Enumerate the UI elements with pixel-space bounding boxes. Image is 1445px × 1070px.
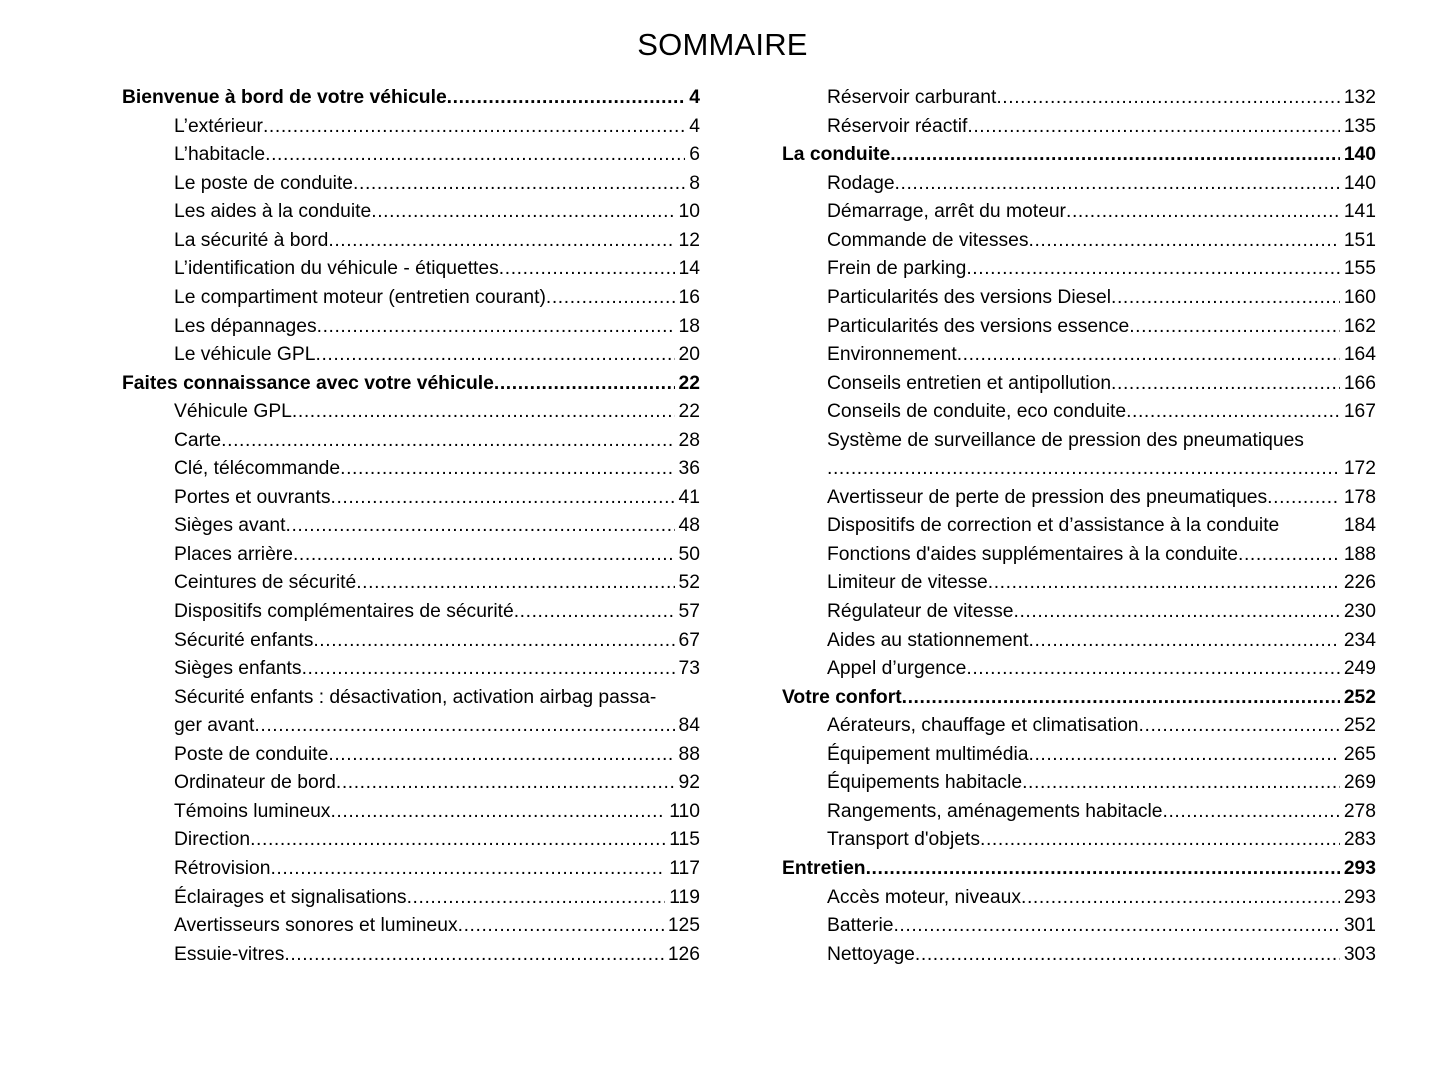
toc-entry-label: Les aides à la conduite: [174, 201, 372, 223]
toc-entry-page: 88: [678, 743, 700, 765]
toc-entry-page: 160: [1343, 287, 1376, 309]
toc-leader-dots: [1029, 627, 1340, 656]
toc-entry-label: Conseils de conduite, eco conduite: [827, 401, 1127, 423]
toc-entry-item[interactable]: [827, 113, 1376, 142]
toc-entry-item[interactable]: [827, 370, 1376, 399]
toc-entry-label: Démarrage, arrêt du moteur: [827, 201, 1066, 223]
toc-leader-dots: [265, 141, 685, 170]
toc-entry-label: Le véhicule GPL: [174, 344, 316, 366]
toc-entry-section[interactable]: [782, 855, 1376, 884]
toc-entry-label: Batterie: [827, 915, 894, 937]
toc-entry-label: Rangements, aménagements habitacle: [827, 800, 1163, 822]
toc-leader-dots: [966, 655, 1339, 684]
toc-leader-dots: [866, 855, 1340, 884]
toc-leader-dots: [980, 826, 1340, 855]
toc-leader-dots: [494, 370, 675, 399]
toc-entry-page: 188: [1343, 543, 1376, 565]
toc-leader-dots: [893, 912, 1339, 941]
toc-entry-item[interactable]: [174, 569, 700, 598]
toc-entry-page: 41: [678, 486, 700, 508]
toc-entry-label: Avertisseurs sonores et lumineux: [174, 915, 458, 937]
toc-entry-page: 10: [678, 201, 700, 223]
toc-entry-page: 14: [678, 258, 700, 280]
toc-entry-page: 178: [1343, 486, 1376, 508]
toc-entry-label: Transport d'objets: [827, 829, 981, 851]
toc-entry-item[interactable]: [174, 655, 700, 684]
toc-entry-page: 48: [678, 515, 700, 537]
toc-entry-page: 249: [1343, 658, 1376, 680]
toc-entry-page: 125: [667, 915, 700, 937]
toc-entry-item[interactable]: [174, 427, 700, 456]
toc-leader-dots: [988, 569, 1340, 598]
toc-entry-label: Sécurité enfants: [174, 629, 314, 651]
toc-entry-page: 283: [1343, 829, 1376, 851]
toc-entry-label: Témoins lumineux: [174, 800, 331, 822]
toc-entry-page: 164: [1343, 344, 1376, 366]
toc-leader-dots: [1126, 398, 1340, 427]
toc-leader-dots: [270, 855, 665, 884]
toc-entry-label: Réservoir carburant: [827, 87, 997, 109]
toc-entry-item[interactable]: [827, 170, 1376, 199]
toc-leader-dots: [340, 455, 674, 484]
toc-leader-dots: [902, 684, 1340, 713]
toc-entry-label: Véhicule GPL: [174, 401, 292, 423]
toc-leader-dots: [284, 941, 663, 970]
toc-entry-item[interactable]: [174, 398, 700, 427]
toc-leader-dots: [371, 198, 674, 227]
toc-leader-dots: [336, 769, 675, 798]
toc-columns: [0, 63, 1445, 969]
toc-entry-page: 28: [678, 429, 700, 451]
toc-leader-dots: [1267, 484, 1340, 513]
toc-entry-item[interactable]: [174, 627, 700, 656]
toc-leader-dots: [317, 313, 675, 342]
toc-column-right: [722, 84, 1445, 969]
toc-leader-dots: [315, 341, 674, 370]
toc-entry-item[interactable]: [174, 141, 700, 170]
toc-entry-item[interactable]: [174, 341, 700, 370]
toc-entry-page: 226: [1343, 572, 1376, 594]
toc-entry-label: Direction: [174, 829, 251, 851]
toc-entry-item[interactable]: [174, 741, 700, 770]
toc-leader-dots: [328, 227, 674, 256]
toc-entry-label: Ceintures de sécurité: [174, 572, 357, 594]
toc-leader-dots: [1014, 598, 1340, 627]
toc-leader-dots: [1066, 198, 1340, 227]
toc-entry-page: 303: [1343, 943, 1376, 965]
toc-entry-page: 22: [678, 372, 700, 394]
toc-entry-label: Régulateur de vitesse: [827, 601, 1014, 623]
toc-entry-label: Accès moteur, niveaux: [827, 886, 1021, 908]
toc-leader-dots: [356, 569, 674, 598]
toc-entry-page: 20: [678, 344, 700, 366]
toc-entry-section[interactable]: [782, 684, 1376, 713]
toc-leader-dots: [1111, 284, 1340, 313]
toc-entry-page: 126: [667, 943, 700, 965]
toc-entry-label: Aides au stationnement: [827, 629, 1029, 651]
toc-entry-item[interactable]: [174, 227, 700, 256]
toc-leader-dots: [996, 84, 1340, 113]
toc-entry-item[interactable]: [827, 227, 1376, 256]
toc-leader-dots: [546, 284, 675, 313]
toc-leader-dots: [1238, 541, 1340, 570]
toc-leader-dots: [407, 884, 666, 913]
toc-entry-page: 230: [1343, 601, 1376, 623]
toc-leader-dots: [313, 627, 674, 656]
toc-entry-label: Environnement: [827, 344, 957, 366]
toc-entry-page: 8: [689, 172, 700, 194]
toc-entry-page: 234: [1343, 629, 1376, 651]
toc-entry-item[interactable]: [174, 684, 700, 741]
toc-entry-page: 265: [1343, 743, 1376, 765]
toc-entry-page: 155: [1343, 258, 1376, 280]
toc-entry-page: 52: [678, 572, 700, 594]
toc-entry-label: Sécurité enfants : désactivation, activation airbag passa-: [174, 686, 657, 708]
toc-entry-label: L’identification du véhicule - étiquettes: [174, 258, 499, 280]
toc-leader-dots: [514, 598, 675, 627]
toc-leader-dots: [1028, 227, 1339, 256]
toc-entry-page: 172: [1343, 458, 1376, 480]
toc-leader-dots: [1162, 798, 1339, 827]
toc-entry-page: 166: [1343, 372, 1376, 394]
toc-leader-dots: [966, 255, 1340, 284]
toc-entry-label: Dispositifs complémentaires de sécurité: [174, 601, 514, 623]
toc-leader-dots: [458, 912, 664, 941]
toc-entry-item[interactable]: [174, 798, 700, 827]
toc-entry-label: Les dépannages: [174, 315, 317, 337]
toc-entry-label: Essuie-vitres: [174, 943, 285, 965]
toc-entry-label: Clé, télécommande: [174, 458, 341, 480]
toc-entry-label: Le compartiment moteur (entretien courant): [174, 287, 546, 309]
toc-leader-dots: [330, 484, 674, 513]
toc-entry-item[interactable]: [827, 798, 1376, 827]
toc-leader-dots: [890, 141, 1340, 170]
toc-entry-page: 269: [1343, 772, 1376, 794]
toc-entry-label: Équipement multimédia: [827, 743, 1029, 765]
toc-entry-item[interactable]: [827, 484, 1376, 513]
toc-leader-dots: [1022, 769, 1340, 798]
toc-leader-dots: [1028, 741, 1339, 770]
toc-entry-page: 140: [1343, 172, 1376, 194]
toc-entry-page: 12: [678, 229, 700, 251]
toc-entry-page: 293: [1343, 886, 1376, 908]
toc-entry-item[interactable]: [174, 826, 700, 855]
toc-entry-item[interactable]: [827, 255, 1376, 284]
toc-entry-label: Sièges enfants: [174, 658, 302, 680]
toc-entry-item[interactable]: [827, 769, 1376, 798]
toc-leader-dots: [250, 826, 665, 855]
toc-entry-item[interactable]: [827, 598, 1376, 627]
toc-entry-page: 162: [1343, 315, 1376, 337]
toc-entry-label: Faites connaissance avec votre véhicule: [122, 372, 494, 394]
toc-entry-page: 50: [678, 543, 700, 565]
toc-entry-label: Poste de conduite: [174, 743, 329, 765]
toc-leader-dots: [895, 170, 1340, 199]
toc-entry-item[interactable]: [174, 484, 700, 513]
toc-entry-label: Places arrière: [174, 543, 293, 565]
toc-entry-item[interactable]: [827, 198, 1376, 227]
toc-entry-item[interactable]: [174, 113, 700, 142]
toc-entry-item[interactable]: [827, 398, 1376, 427]
toc-entry-label: Le poste de conduite: [174, 172, 354, 194]
toc-entry-item[interactable]: [174, 284, 700, 313]
toc-entry-item[interactable]: [174, 455, 700, 484]
toc-entry-item[interactable]: [827, 427, 1376, 484]
toc-entry-item[interactable]: [174, 598, 700, 627]
toc-entry-section[interactable]: [122, 370, 700, 399]
toc-entry-item[interactable]: [174, 912, 700, 941]
toc-entry-page: 151: [1343, 229, 1376, 251]
toc-entry-item[interactable]: [174, 198, 700, 227]
toc-entry-section[interactable]: [782, 141, 1376, 170]
toc-leader-dots: [328, 741, 674, 770]
toc-entry-item[interactable]: [174, 512, 700, 541]
toc-entry-page: 167: [1343, 401, 1376, 423]
toc-entry-label: La conduite: [782, 144, 891, 166]
toc-entry-label: Conseils entretien et antipollution: [827, 372, 1112, 394]
toc-entry-page: 141: [1343, 201, 1376, 223]
toc-entry-label: Sièges avant: [174, 515, 286, 537]
toc-entry-label: Votre confort: [782, 686, 902, 708]
toc-entry-section[interactable]: [122, 84, 700, 113]
toc-entry-label: La sécurité à bord: [174, 229, 329, 251]
toc-entry-page: 301: [1343, 915, 1376, 937]
toc-entry-page: 132: [1343, 87, 1376, 109]
toc-entry-label: Fonctions d'aides supplémentaires à la conduite: [827, 543, 1238, 565]
toc-entry-item[interactable]: [174, 769, 700, 798]
toc-entry-item[interactable]: [174, 884, 700, 913]
toc-entry-label: Rétrovision: [174, 857, 271, 879]
toc-entry-label: Nettoyage: [827, 943, 915, 965]
toc-entry-page: 278: [1343, 800, 1376, 822]
toc-entry-page: 252: [1343, 715, 1376, 737]
toc-entry-item[interactable]: [827, 569, 1376, 598]
toc-entry-item[interactable]: [174, 313, 700, 342]
toc-entry-page: 252: [1343, 686, 1376, 708]
toc-entry-label: Réservoir réactif: [827, 115, 968, 137]
toc-entry-page: 67: [678, 629, 700, 651]
toc-leader-dots: [292, 398, 675, 427]
toc-entry-item[interactable]: [827, 741, 1376, 770]
toc-entry-item[interactable]: [174, 541, 700, 570]
toc-entry-item[interactable]: [827, 313, 1376, 342]
toc-leader-dots: [957, 341, 1340, 370]
toc-leader-dots: [221, 427, 674, 456]
toc-entry-item[interactable]: [174, 855, 700, 884]
toc-entry-page: 119: [669, 886, 700, 908]
toc-entry-label: Avertisseur de perte de pression des pneumatiques: [827, 486, 1268, 508]
toc-entry-label: Éclairages et signalisations: [174, 886, 407, 908]
toc-entry-page: 293: [1343, 857, 1376, 879]
toc-leader-dots: [302, 655, 675, 684]
toc-entry-label: Limiteur de vitesse: [827, 572, 988, 594]
toc-entry-label: Entretien: [782, 857, 866, 879]
toc-entry-label-cont: ger avant: [174, 715, 255, 737]
toc-entry-label: Frein de parking: [827, 258, 967, 280]
toc-entry-page: 184: [1343, 515, 1376, 537]
toc-entry-page: 110: [669, 800, 700, 822]
toc-entry-item[interactable]: [174, 170, 700, 199]
toc-entry-item[interactable]: [827, 912, 1376, 941]
toc-entry-item[interactable]: [174, 941, 700, 970]
page-title: SOMMAIRE: [637, 27, 808, 62]
toc-entry-page: 92: [678, 772, 700, 794]
toc-leader-dots: [499, 255, 675, 284]
toc-leader-dots: [254, 712, 674, 741]
toc-entry-page: 22: [678, 401, 700, 423]
toc-entry-page: 6: [689, 144, 700, 166]
toc-entry-page: 84: [678, 715, 700, 737]
toc-entry-item[interactable]: [827, 341, 1376, 370]
toc-entry-label: Portes et ouvrants: [174, 486, 331, 508]
toc-entry-item[interactable]: [827, 84, 1376, 113]
toc-entry-item[interactable]: [827, 284, 1376, 313]
toc-entry-page: 16: [678, 287, 700, 309]
toc-leader-dots: [293, 541, 675, 570]
toc-column-left: [0, 84, 722, 969]
toc-entry-item[interactable]: [827, 884, 1376, 913]
toc-entry-label: L’extérieur: [174, 115, 263, 137]
toc-entry-item[interactable]: [827, 627, 1376, 656]
toc-entry-wrap-line: [827, 455, 1376, 484]
toc-leader-dots: [1111, 370, 1340, 399]
toc-entry-label: Appel d’urgence: [827, 658, 967, 680]
toc-entry-label: Commande de vitesses: [827, 229, 1029, 251]
toc-entry-page: 18: [678, 315, 700, 337]
toc-entry-label: Aérateurs, chauffage et climatisation: [827, 715, 1139, 737]
toc-entry-page: 135: [1343, 115, 1376, 137]
toc-entry-item[interactable]: [827, 655, 1376, 684]
toc-leader-dots: [915, 941, 1340, 970]
toc-entry-page: 117: [669, 857, 700, 879]
toc-entry-label: Rodage: [827, 172, 895, 194]
toc-entry-page: 115: [669, 829, 700, 851]
toc-leader-dots: [285, 512, 674, 541]
toc-entry-item[interactable]: [174, 255, 700, 284]
toc-entry-page: 140: [1343, 144, 1376, 166]
toc-leader-dots: [353, 170, 685, 199]
toc-entry-label: Ordinateur de bord: [174, 772, 336, 794]
toc-leader-dots: [1021, 884, 1340, 913]
toc-leader-dots: [827, 455, 1340, 484]
toc-entry-wrap-line: [174, 712, 700, 741]
toc-entry-page: 36: [678, 458, 700, 480]
toc-entry-page: 4: [689, 87, 700, 109]
toc-entry-item[interactable]: [827, 541, 1376, 570]
toc-entry-label: Bienvenue à bord de votre véhicule: [122, 87, 447, 109]
toc-entry-label: Équipements habitacle: [827, 772, 1023, 794]
toc-entry-item[interactable]: [827, 512, 1376, 541]
toc-entry-label: Dispositifs de correction et d’assistance à la conduite: [827, 515, 1280, 537]
toc-entry-item[interactable]: [827, 826, 1376, 855]
toc-entry-label: Carte: [174, 429, 222, 451]
toc-leader-dots: [263, 113, 685, 142]
toc-entry-label: Particularités des versions Diesel: [827, 287, 1111, 309]
toc-entry-page: 4: [689, 115, 700, 137]
toc-entry-label: Particularités des versions essence: [827, 315, 1130, 337]
toc-entry-page: 57: [678, 601, 700, 623]
toc-leader-dots: [1129, 313, 1340, 342]
toc-entry-item[interactable]: [827, 712, 1376, 741]
toc-leader-dots: [967, 113, 1339, 142]
toc-entry-label: L’habitacle: [174, 144, 266, 166]
toc-leader-dots: [447, 84, 686, 113]
toc-entry-page: 73: [678, 658, 700, 680]
toc-leader-dots: [1139, 712, 1340, 741]
toc-entry-item[interactable]: [827, 941, 1376, 970]
toc-leader-dots: [330, 798, 665, 827]
toc-entry-label: Système de surveillance de pression des pneumatiques: [827, 429, 1304, 451]
